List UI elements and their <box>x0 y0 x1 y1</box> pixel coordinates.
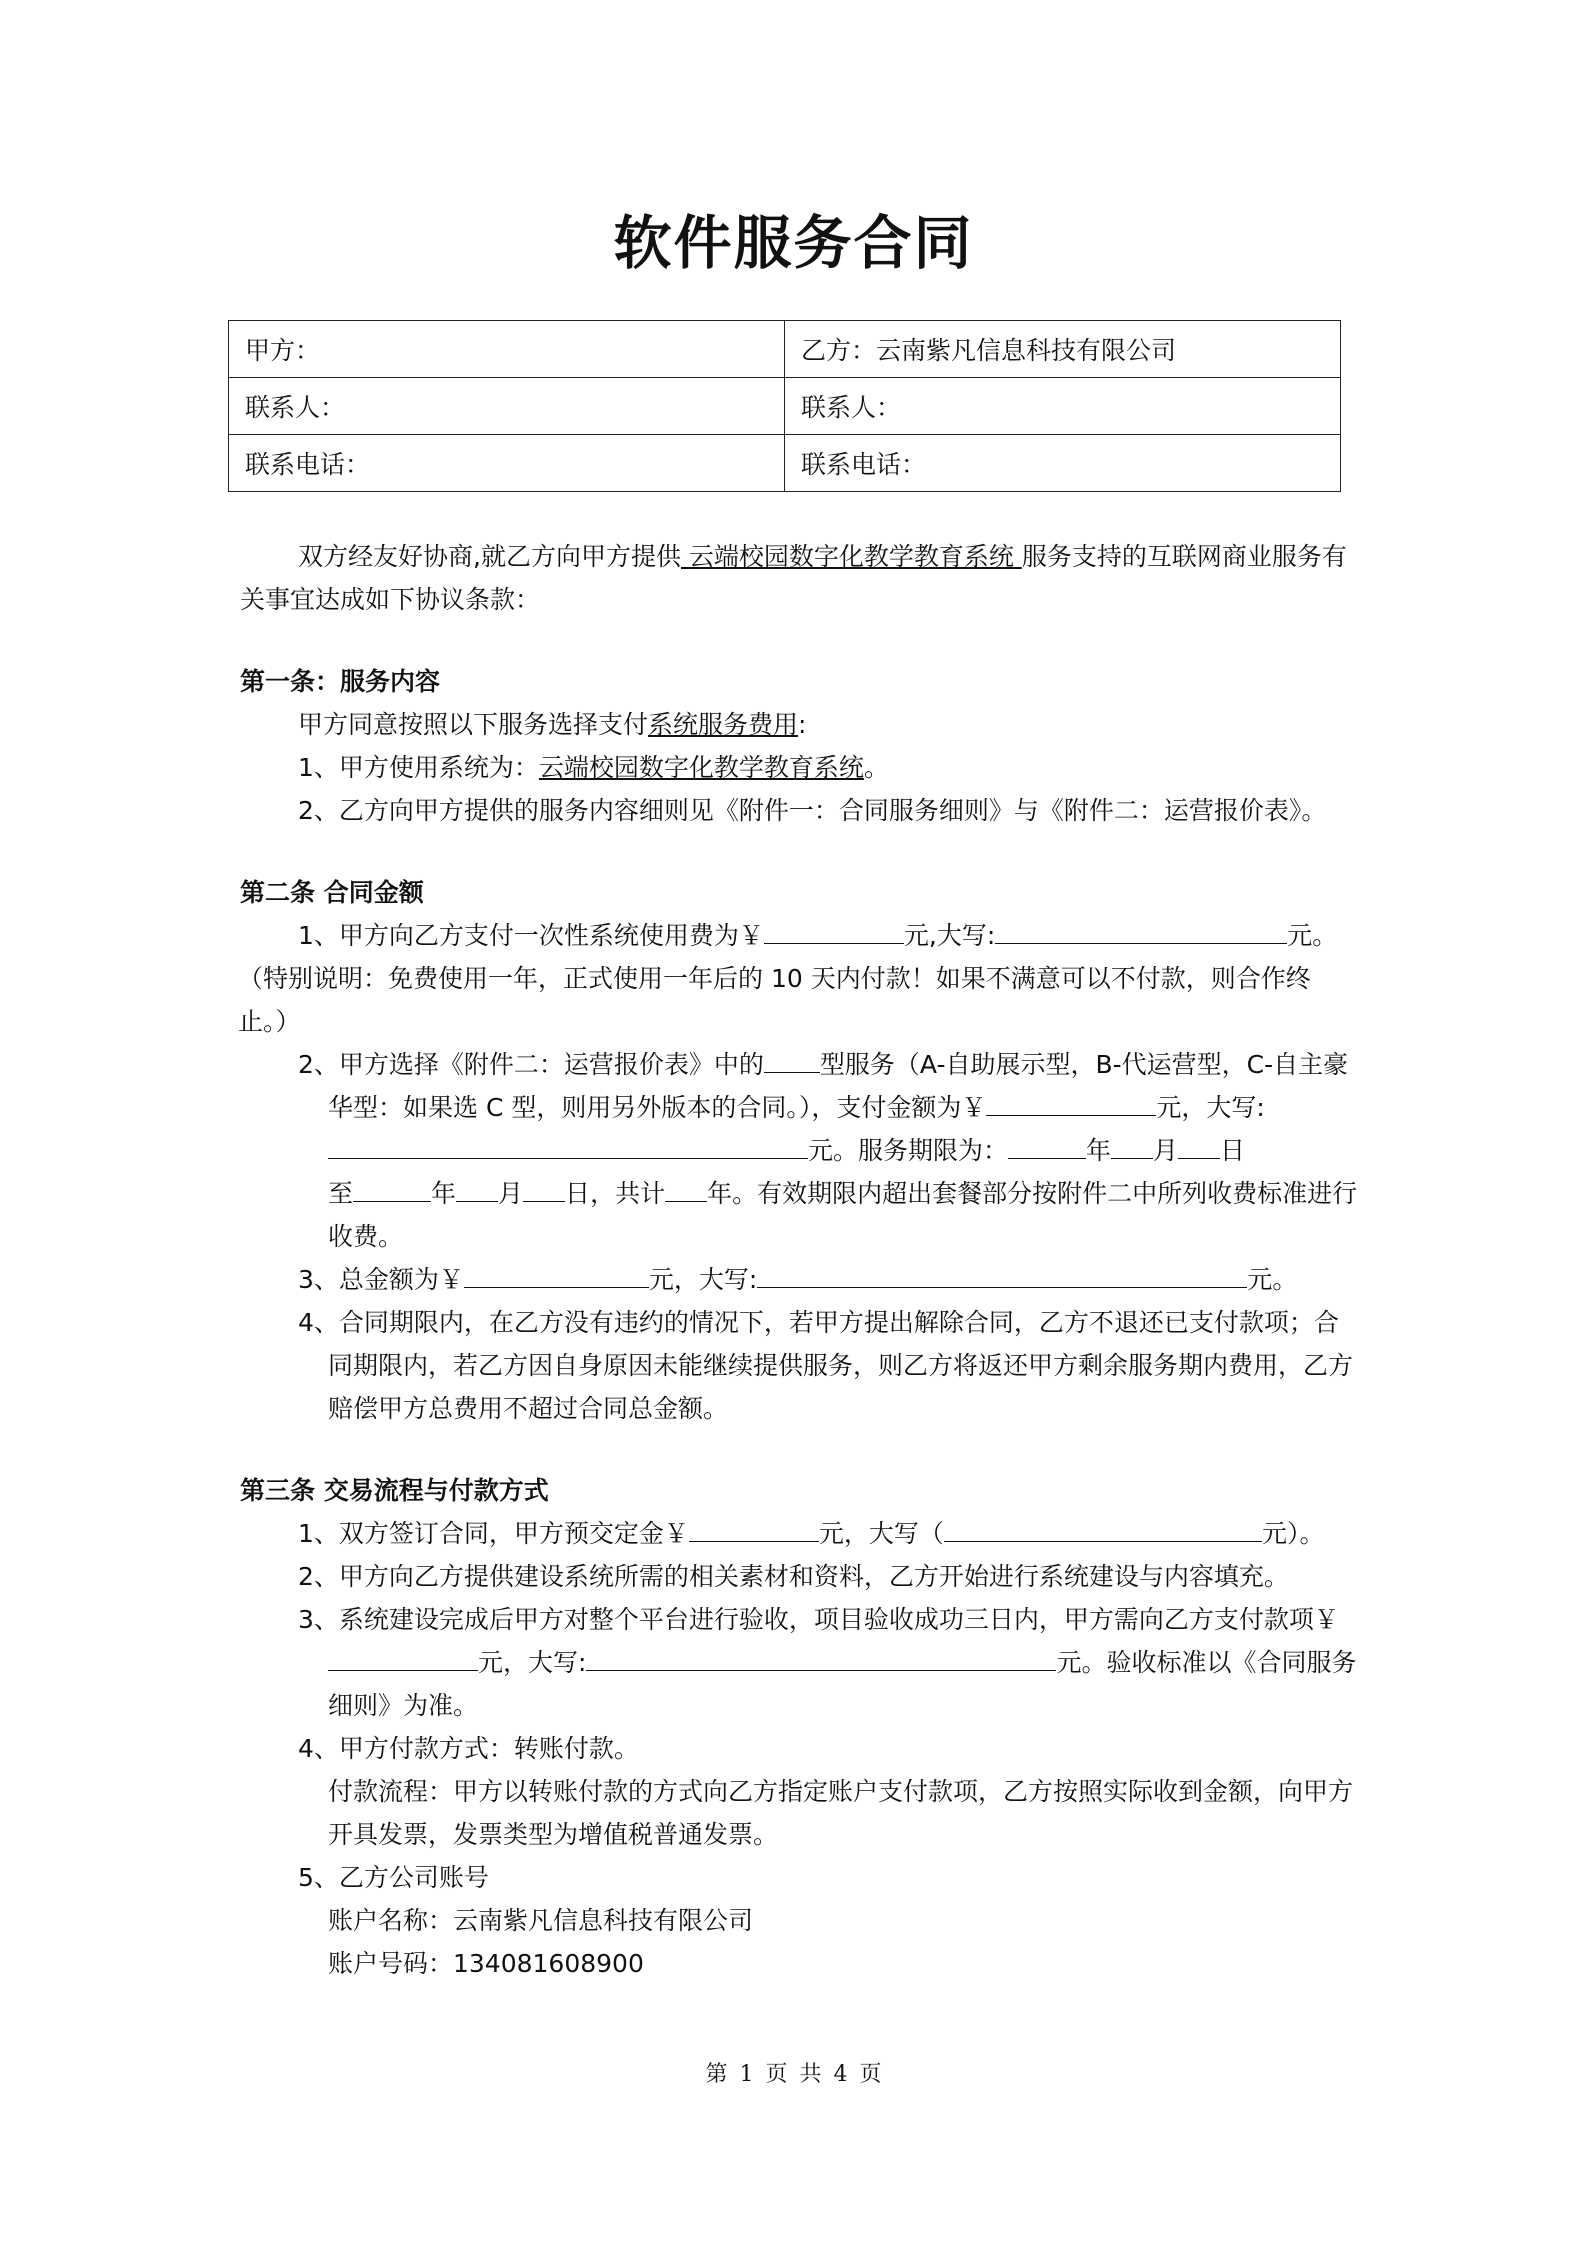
table-row <box>229 435 1341 492</box>
article1-lead <box>240 703 1360 746</box>
parties-table <box>228 320 1341 492</box>
deposit-blank[interactable] <box>689 1513 819 1542</box>
text: 元。服务期限为： <box>808 1136 1009 1165</box>
article3-heading: 第三条 交易流程与付款方式 <box>240 1476 549 1505</box>
footer-text: 页 <box>859 2062 882 2087</box>
text: 2、甲方选择《附件二：运营报价表》中的 <box>298 1050 764 1079</box>
date-blank[interactable] <box>1178 1130 1220 1159</box>
text: 至 <box>328 1179 354 1208</box>
amount-blank[interactable] <box>986 1087 1156 1116</box>
text: 型服务（A-自助展示型，B-代运营型，C-自主豪华型：如果选 C 型，则用另外版本的合同。），支付金额为￥ <box>328 1050 1349 1122</box>
intro-text: 双方经友好协商,就乙方向甲方提供 <box>298 542 681 571</box>
contract-body <box>240 535 1360 1985</box>
intro-text: 服务支持的互联网商业服务有关事宜达成如下协议条款： <box>240 542 1347 614</box>
system-name: 云端校园数字化教学教育系统 <box>538 753 864 782</box>
years-blank[interactable] <box>665 1173 707 1202</box>
text: 日 <box>565 1179 591 1208</box>
text: 元。验收标准以《合同服务细则》为准。 <box>328 1648 1357 1720</box>
contact-a-cell: 联系人： <box>229 378 785 435</box>
article3-item2: 2、甲方向乙方提供建设系统所需的相关素材和资料，乙方开始进行系统建设与内容填充。 <box>298 1562 1289 1591</box>
footer-text: 共 <box>799 2062 822 2087</box>
text: 元。 <box>1247 1265 1298 1294</box>
text: 元，大写: <box>648 1265 758 1294</box>
text: 元，大写: <box>478 1648 587 1677</box>
text: 年 <box>1086 1136 1112 1165</box>
amount-words-blank[interactable] <box>757 1259 1247 1288</box>
text: 1、双方签订合同，甲方预交定金￥ <box>298 1519 689 1548</box>
text: 元）。 <box>1261 1519 1325 1548</box>
amount-blank[interactable] <box>328 1642 478 1671</box>
party-b-cell: 乙方：云南紫凡信息科技有限公司 <box>785 321 1341 378</box>
text: 1、甲方向乙方支付一次性系统使用费为￥ <box>298 921 764 950</box>
article2-item2 <box>240 1043 1360 1258</box>
payment-flow: 付款流程：甲方以转账付款的方式向乙方指定账户支付款项，乙方按照实际收到金额，向甲方开具发票，发票类型为增值税普通发票。 <box>328 1777 1354 1849</box>
article3-item3 <box>240 1598 1360 1727</box>
text: 月 <box>498 1179 524 1208</box>
page-total: 4 <box>833 2062 848 2087</box>
amount-words-blank[interactable] <box>995 915 1287 944</box>
date-blank[interactable] <box>456 1173 498 1202</box>
phone-b-cell: 联系电话： <box>785 435 1341 492</box>
text: 年 <box>431 1179 457 1208</box>
article1-heading: 第一条：服务内容 <box>240 667 441 696</box>
date-blank[interactable] <box>1111 1130 1153 1159</box>
article3-item5: 5、乙方公司账号 <box>298 1863 489 1892</box>
amount-blank[interactable] <box>764 915 904 944</box>
text: 3、总金额为￥ <box>298 1265 464 1294</box>
article2-item3 <box>240 1258 1360 1301</box>
date-blank[interactable] <box>523 1173 565 1202</box>
system-name: 云端校园数字化教学教育系统 <box>680 542 1022 571</box>
amount-words-blank[interactable] <box>328 1130 808 1159</box>
text: 月 <box>1153 1136 1179 1165</box>
intro-paragraph <box>240 535 1360 621</box>
date-blank[interactable] <box>353 1173 431 1202</box>
account-number: 账户号码：134081608900 <box>328 1949 644 1978</box>
text: 元，大写: <box>1156 1093 1265 1122</box>
footer-text: 页 <box>765 2062 788 2087</box>
text: ，共计 <box>590 1179 666 1208</box>
page-number: 1 <box>739 2062 754 2087</box>
date-blank[interactable] <box>1008 1130 1086 1159</box>
page-footer <box>0 2057 1587 2088</box>
amount-blank[interactable] <box>464 1259 649 1288</box>
article2-item4: 4、合同期限内，在乙方没有违约的情况下，若甲方提出解除合同，乙方不退还已支付款项；合同期限内，若乙方因自身原因未能继续提供服务，则乙方将返还甲方剩余服务期内费用，乙方赔偿甲方总费用不超过合同总金额。 <box>298 1308 1354 1423</box>
article3-item4: 4、甲方付款方式：转账付款。 <box>298 1734 639 1763</box>
text: 3、系统建设完成后甲方对整个平台进行验收，项目验收成功三日内，甲方需向乙方支付款项￥ <box>298 1605 1339 1634</box>
page-title: 软件服务合同 <box>613 209 974 277</box>
service-type-blank[interactable] <box>764 1044 820 1073</box>
text: 年。有效期限内超出套餐部分按附件二中所列收费标准进行收费。 <box>328 1179 1358 1251</box>
text: 日 <box>1220 1136 1246 1165</box>
table-row <box>229 321 1341 378</box>
party-a-cell: 甲方： <box>229 321 785 378</box>
article2-note: （特别说明：免费使用一年，正式使用一年后的 10 天内付款！如果不满意可以不付款，则合作终止。） <box>238 964 1311 1036</box>
footer-text: 第 <box>705 2062 728 2087</box>
article2-item1 <box>240 914 1360 957</box>
text: 1、甲方使用系统为： <box>298 753 539 782</box>
account-name: 账户名称：云南紫凡信息科技有限公司 <box>328 1906 754 1935</box>
text: 。 <box>863 753 889 782</box>
article1-item1 <box>240 746 1360 789</box>
article1-item2: 2、乙方向甲方提供的服务内容细则见《附件一：合同服务细则》与《附件二：运营报价表》。 <box>298 796 1327 825</box>
text: 元。 <box>1287 921 1338 950</box>
article2-heading: 第二条 合同金额 <box>240 878 424 907</box>
amount-words-blank[interactable] <box>586 1642 1056 1671</box>
text: 甲方同意按照以下服务选择支付 <box>298 710 649 739</box>
contact-b-cell: 联系人： <box>785 378 1341 435</box>
text: 元,大写: <box>903 921 996 950</box>
text: 系统服务费用 <box>648 710 799 739</box>
table-row <box>229 378 1341 435</box>
amount-words-blank[interactable] <box>944 1513 1262 1542</box>
phone-a-cell: 联系电话： <box>229 435 785 492</box>
article3-item1 <box>240 1512 1360 1555</box>
text: : <box>798 710 807 739</box>
text: 元，大写（ <box>818 1519 944 1548</box>
